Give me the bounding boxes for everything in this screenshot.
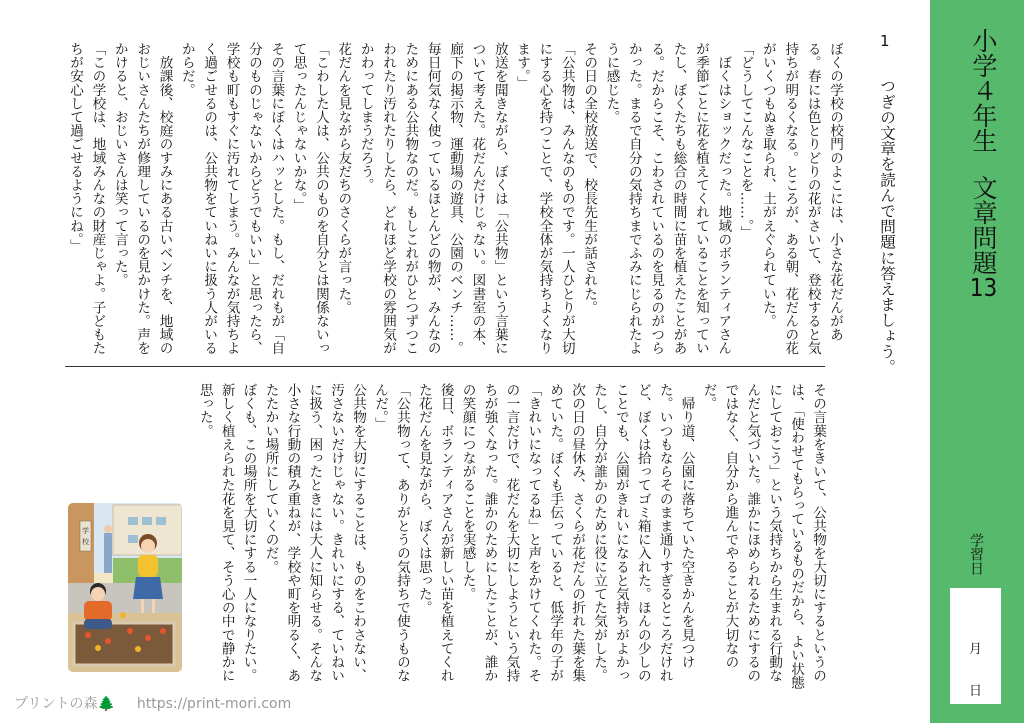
grade-title: 小学４年生 [969, 28, 998, 153]
passage-column: ます。」 [514, 42, 531, 90]
passage-column: が季節ごとに花を植えてくれていることを知ってい [692, 42, 709, 355]
passage-column: ちが強くなった。誰かのためにしたことが、誰か [481, 383, 498, 683]
subject-title: 文章問題 [969, 175, 998, 275]
passage-column: に扱う、困ったときには大人に知らせる。そんな [306, 383, 323, 683]
passage-column: 持ちが明るくなる。ところが、ある朝、花だんの花 [782, 42, 799, 355]
passage-column: ではなく、自分から進んでやることが大切なの [722, 383, 739, 669]
passage-column: た花だんを見ながら、ぼくは思った。 [415, 383, 432, 615]
passage-column: 帰り道、公園に落ちていた空きかんを見つけ [678, 383, 695, 669]
passage-column: 毎日何気なく使っているほとんどの物が、みんなの [424, 42, 441, 355]
passage-column: がいくつもぬき取られ、土がえぐられていた。 [759, 42, 776, 328]
passage-column: 汚さないだけじゃない。きれいにする、ていねい [328, 383, 345, 683]
worksheet-number: 13 [969, 275, 998, 300]
passage-column: ついて考えた。花だんだけじゃない。図書室の本、 [469, 42, 486, 355]
passage-column: る。だからこそ、こわされているのを見るのがつら [648, 42, 665, 355]
passage-column: る。春には色とりどりの花がさいて、登校すると気 [804, 42, 821, 355]
passage-column: く過ごせるのは、公共物をていねいに扱う人がいる [201, 42, 218, 355]
passage-column: 放課後、校庭のすみにある古いベンチを、地域の [156, 42, 173, 355]
passage-column: その言葉にぼくはハッとした。もし、だれもが「自 [268, 42, 285, 355]
passage-column: んだ。」 [372, 383, 388, 431]
passage-column: その日の全校放送で、校長先生が話された。 [581, 42, 598, 314]
passage-column: その言葉をきいて、公共物を大切にするというの [810, 383, 826, 683]
footer-brand: プリントの森🌲 [14, 696, 115, 712]
passage-column: ためにある公共物なのだ。もしこれがひとつずつこ [402, 42, 419, 355]
passage-column: 廊下の掲示物、運動場の遊具、公園のベンチ……。 [447, 42, 464, 355]
passage-column: んだと気づいた。誰かにほめられるためにするの [744, 383, 761, 683]
passage-column: 公共物を大切にすることは、ものをこわさない、 [350, 383, 367, 683]
passage-column: 「きれいになってるね」と声をかけてくれた。そ [525, 383, 542, 683]
passage-column: おじいさんたちが修理しているのを見かけた。声を [134, 42, 151, 355]
passage-column: からだ。 [178, 42, 195, 97]
passage-column: たたかい場所にしていくのだ。 [262, 383, 279, 574]
passage-column: ど、ぼくは拾ってゴミ箱に入れた。ほんの少しの [634, 383, 651, 683]
day-label: 日 [969, 684, 983, 699]
passage-column: 「公共物って、ありがとうの気持ちで使うものな [393, 383, 410, 683]
passage-column: 小さな行動の積み重ねが、学校や町を明るく、あ [284, 383, 301, 683]
passage-column: かった。まるで自分の気持ちまでふみにじられたよ [625, 42, 642, 355]
passage-column: 放送を聞きながら、ぼくは「公共物」という言葉に [491, 42, 508, 355]
passage-column: 学校も町もすぐに汚れてしまう。みんなが気持ちよ [223, 42, 240, 355]
study-date-label: 学習日 [968, 533, 984, 575]
footer-url[interactable]: https://print-mori.com [136, 696, 292, 712]
passage-column: た。いつもならそのまま通りすぎるところだけれ [656, 383, 673, 683]
passage-column: 後日、ボランティアさんが新しい苗を植えてくれ [437, 383, 454, 683]
passage-column: の一言だけで、花だんを大切にしようという気持 [503, 383, 520, 683]
passage-column: 「こわした人は、公共のものを自分とは関係ないっ [312, 42, 329, 355]
passage-column: めていた。ぼくも手伝っていると、低学年の子が [547, 383, 564, 683]
passage-column: 「この学校は、地域みんなの財産じゃよ。子どもた [89, 42, 106, 355]
passage-column: たし、自分が誰かのために役に立てた気がした。 [591, 383, 607, 683]
section-divider [65, 366, 825, 367]
sign-text: 学 [82, 527, 89, 535]
passage-column: 次の日の昼休み、さくらが花だんの折れた葉を集 [569, 383, 586, 683]
passage-column: たし、ぼくたちも総合の時間に苗を植えたことがあ [670, 42, 687, 355]
illustration-children-flowerbed [68, 503, 182, 672]
passage-column: の笑顔につながることを実感した。 [459, 383, 476, 601]
month-label: 月 [969, 642, 983, 657]
passage-column: ぼくはショックだった。地域のボランティアさん [715, 42, 732, 355]
worksheet-title [963, 28, 1003, 300]
passage-column: ことでも、公園がきれいになると気持ちがよかっ [612, 383, 629, 683]
passage-column: にしておこう」という気持ちから生まれる行動な [766, 383, 783, 683]
passage-column: だ。 [700, 383, 717, 411]
footer [14, 693, 291, 713]
passage-column: われたり汚れたりしたら、どれほど学校の雰囲気が [380, 42, 396, 355]
passage-column: かけると、おじいさんは笑って言った。 [111, 42, 128, 287]
instruction-text: つぎの文章を読んで問題に答えましょう。 [878, 78, 896, 375]
passage-column: は、「使わせてもらっているものだから、よい状態 [788, 383, 805, 689]
question-number: 1 [880, 32, 890, 50]
passage-column: ちが安心して過ごせるようにね。」 [67, 42, 84, 253]
passage-column: 新しく植えられた花を見て、そう心の中で静かに [218, 383, 235, 683]
passage-column: うに感じた。 [603, 42, 620, 124]
passage-column: 分のものじゃないからどうでもいい」と思ったら、 [245, 42, 262, 355]
study-date-box[interactable] [950, 588, 1001, 704]
passage-column: 「どうしてこんなことを……。」 [737, 42, 754, 240]
passage-column: て思ったんじゃないかな。」 [290, 42, 307, 212]
passage-column: 思った。 [196, 383, 213, 438]
passage-column: 花だんを見ながら友だちのさくらが言った。 [335, 42, 352, 314]
svg-text:校: 校 [82, 538, 89, 546]
passage-column: かわってしまうだろう。 [357, 42, 374, 192]
passage-column: ぼくも、この場所を大切にする一人になりたい。 [240, 383, 257, 683]
passage-column: 「公共物は、みんなのものです。一人ひとりが大切 [558, 42, 575, 355]
passage-column: ぼくの学校の校門のよこには、小さな花だんがあ [827, 42, 843, 342]
passage-column: にする心を持つことで、学校全体が気持ちよくなり [536, 42, 553, 355]
